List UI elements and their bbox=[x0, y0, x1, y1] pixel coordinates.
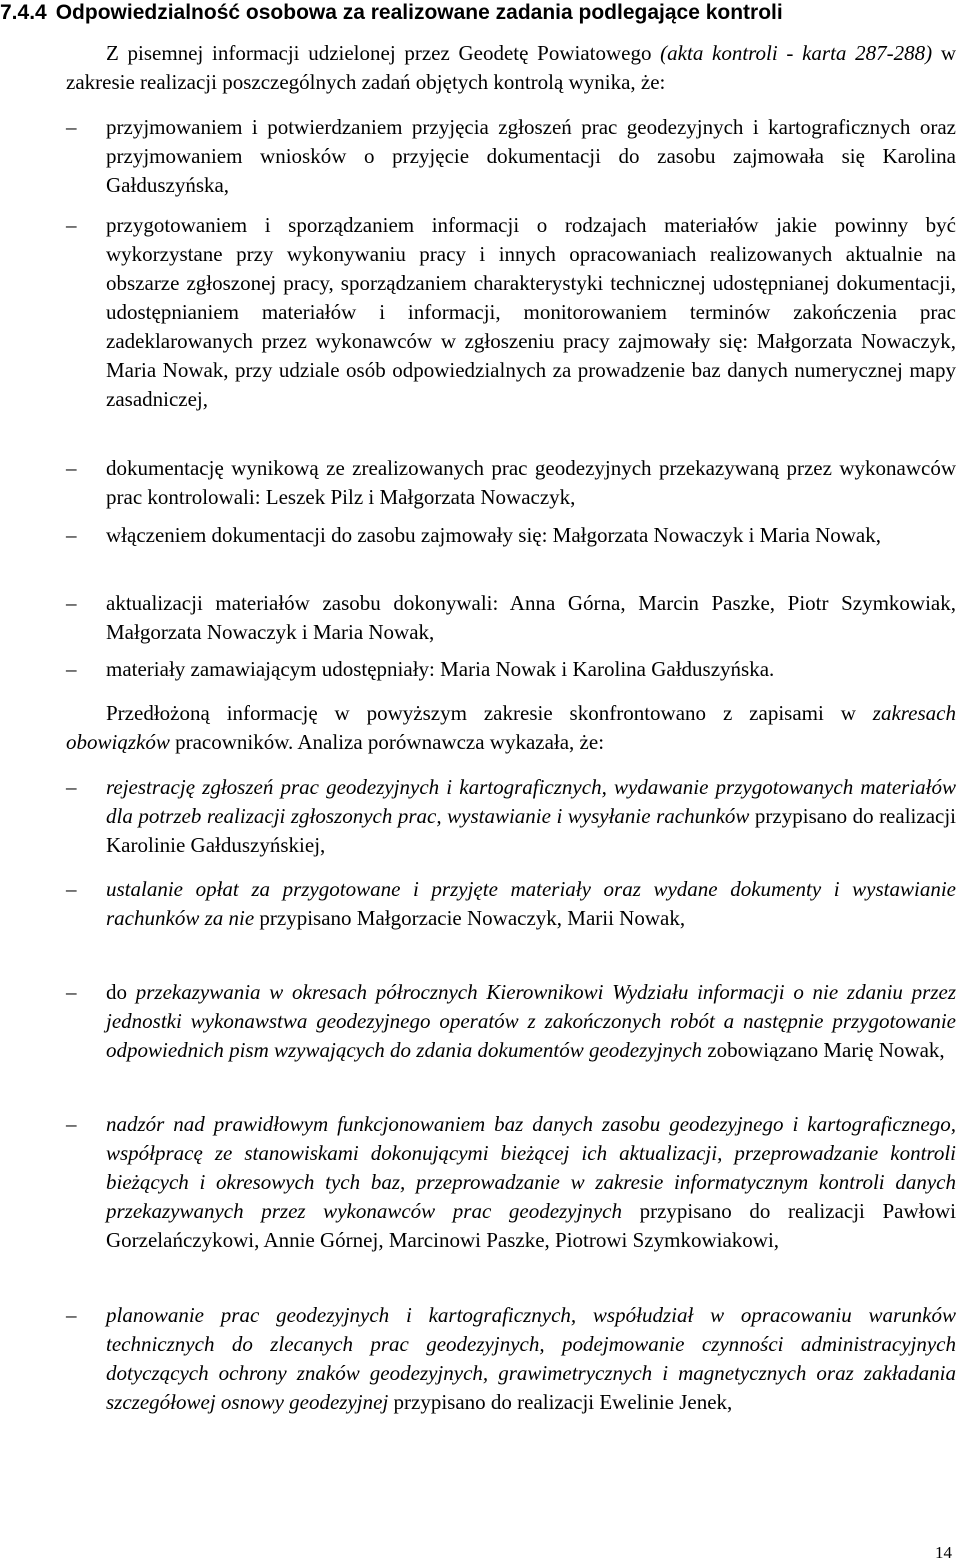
list1-item-text: dokumentację wynikową ze zrealizowanych prac geodezyjnych przekazywaną przez wykonawców prac kontrolowali: Leszek Pilz i Małgorzata Nowaczyk, bbox=[106, 456, 956, 509]
section-number: 7.4.4 bbox=[0, 1, 47, 24]
comparison-emphasis: zakresach obowiązków bbox=[66, 701, 956, 754]
duty-description: ustalanie opłat za przygotowane i przyjęte materiały oraz wydane dokumenty i wystawianie rachunków za nie bbox=[106, 877, 956, 930]
dash-bullet: – bbox=[66, 1303, 77, 1327]
intro-reference: (akta kontroli - karta 287-288) bbox=[660, 41, 933, 65]
list2-item-text bbox=[106, 875, 956, 933]
duty-assignment: przypisano do realizacji Ewelinie Jenek, bbox=[388, 1390, 733, 1414]
duty-assignment: przypisano do realizacji Karolinie Gałduszyńskiej, bbox=[106, 804, 956, 857]
duty-description: przekazywania w okresach półrocznych Kierownikowi Wydziału informacji o nie zdaniu przez jednostki wykonawstwa geodezyjnego operatów z zakończonych robót a następnie przygotowanie odpowiednich pism wzywających do zdania dokumentów geodezyjnych bbox=[106, 980, 956, 1062]
duty-description: nadzór nad prawidłowym funkcjonowaniem baz danych zasobu geodezyjnego i kartograficznego, współpracę ze stanowiskami dokonującymi bieżącej ich aktualizacji, przeprowadzanie kontroli bieżących i okresowych tych baz, przeprowadzanie w zakresie informatycznym kontroli danych przekazywanych przez wykonawców prac geodezyjnych bbox=[106, 1112, 956, 1223]
list2-item bbox=[66, 1110, 956, 1255]
section-heading bbox=[0, 0, 783, 26]
list1-item bbox=[66, 655, 956, 684]
list1-item bbox=[66, 211, 956, 414]
duty-prefix: do bbox=[106, 980, 136, 1004]
intro-paragraph bbox=[66, 39, 956, 97]
comparison-text-2: pracowników. Analiza porównawcza wykazała, że: bbox=[169, 730, 605, 754]
list2-item bbox=[66, 773, 956, 860]
list2-item-text bbox=[106, 1301, 956, 1417]
duty-assignment: przypisano Małgorzacie Nowaczyk, Marii Nowak, bbox=[254, 906, 686, 930]
intro-text-2: w zakresie realizacji poszczególnych zadań objętych kontrolą wynika, że: bbox=[66, 41, 956, 94]
list1-item bbox=[66, 521, 956, 550]
list1-item bbox=[66, 589, 956, 647]
comparison-paragraph bbox=[66, 699, 956, 757]
duty-assignment: zobowiązano Marię Nowak, bbox=[702, 1038, 945, 1062]
list1-item-text: materiały zamawiającym udostępniały: Maria Nowak i Karolina Gałduszyńska. bbox=[106, 657, 775, 681]
list1-item-text: przyjmowaniem i potwierdzaniem przyjęcia zgłoszeń prac geodezyjnych i kartograficznych oraz przyjmowaniem wniosków o przyjęcie dokumentacji do zasobu zajmowała się Karolina Gałduszyńska, bbox=[106, 115, 956, 197]
duty-assignment: przypisano do realizacji Pawłowi Gorzelańczykowi, Annie Górnej, Marcinowi Paszke, Piotrowi Szymkowiakowi, bbox=[106, 1199, 956, 1252]
dash-bullet: – bbox=[66, 213, 77, 237]
page-number: 14 bbox=[935, 1543, 952, 1562]
list2-item bbox=[66, 978, 956, 1065]
list2-item bbox=[66, 1301, 956, 1417]
dash-bullet: – bbox=[66, 877, 77, 901]
list2-item bbox=[66, 875, 956, 933]
dash-bullet: – bbox=[66, 657, 77, 681]
comparison-text-1: Przedłożoną informację w powyższym zakresie skonfrontowano z zapisami w bbox=[106, 701, 873, 725]
dash-bullet: – bbox=[66, 775, 77, 799]
list2-item-text bbox=[106, 1110, 956, 1255]
dash-bullet: – bbox=[66, 456, 77, 480]
section-title: Odpowiedzialność osobowa za realizowane zadania podlegające kontroli bbox=[55, 1, 783, 24]
list1-item-text: przygotowaniem i sporządzaniem informacji o rodzajach materiałów jakie powinny być wykorzystane przy wykonywaniu pracy i innych opracowaniach realizowanych aktualnie na obszarze zgłoszonej pracy, sporządzaniem charakterystyki technicznej udostępnianej dokumentacji, udostępnianiem materiałów i informacji, monitorowaniem terminów zakończenia prac zadeklarowanych przez wykonawców w zgłoszeniu pracy zajmowały się: Małgorzata Nowaczyk, Maria Nowak, przy udziale osób odpowiedzialnych za prowadzenie baz danych numerycznej mapy zasadniczej, bbox=[106, 213, 956, 411]
dash-bullet: – bbox=[66, 591, 77, 615]
dash-bullet: – bbox=[66, 1112, 77, 1136]
list1-item-text: aktualizacji materiałów zasobu dokonywali: Anna Górna, Marcin Paszke, Piotr Szymkowiak, Małgorzata Nowaczyk i Maria Nowak, bbox=[106, 591, 956, 644]
dash-bullet: – bbox=[66, 980, 77, 1004]
dash-bullet: – bbox=[66, 523, 77, 547]
dash-bullet: – bbox=[66, 115, 77, 139]
duty-description: rejestrację zgłoszeń prac geodezyjnych i kartograficznych, wydawanie przygotowanych materiałów dla potrzeb realizacji zgłoszonych prac, wystawianie i wysyłanie rachunków bbox=[106, 775, 956, 828]
list1-item bbox=[66, 454, 956, 512]
list1-item-text: włączeniem dokumentacji do zasobu zajmowały się: Małgorzata Nowaczyk i Maria Nowak, bbox=[106, 523, 881, 547]
list1-item bbox=[66, 113, 956, 200]
duty-description: planowanie prac geodezyjnych i kartograficznych, współudział w opracowaniu warunków technicznych do zlecanych prac geodezyjnych, podejmowanie czynności administracyjnych dotyczących ochrony znaków geodezyjnych, grawimetrycznych i magnetycznych oraz zakładania szczegółowej osnowy geodezyjnej bbox=[106, 1303, 956, 1414]
list2-item-text bbox=[106, 773, 956, 860]
intro-text-1: Z pisemnej informacji udzielonej przez Geodetę Powiatowego bbox=[106, 41, 661, 65]
list2-item-text bbox=[106, 978, 956, 1065]
